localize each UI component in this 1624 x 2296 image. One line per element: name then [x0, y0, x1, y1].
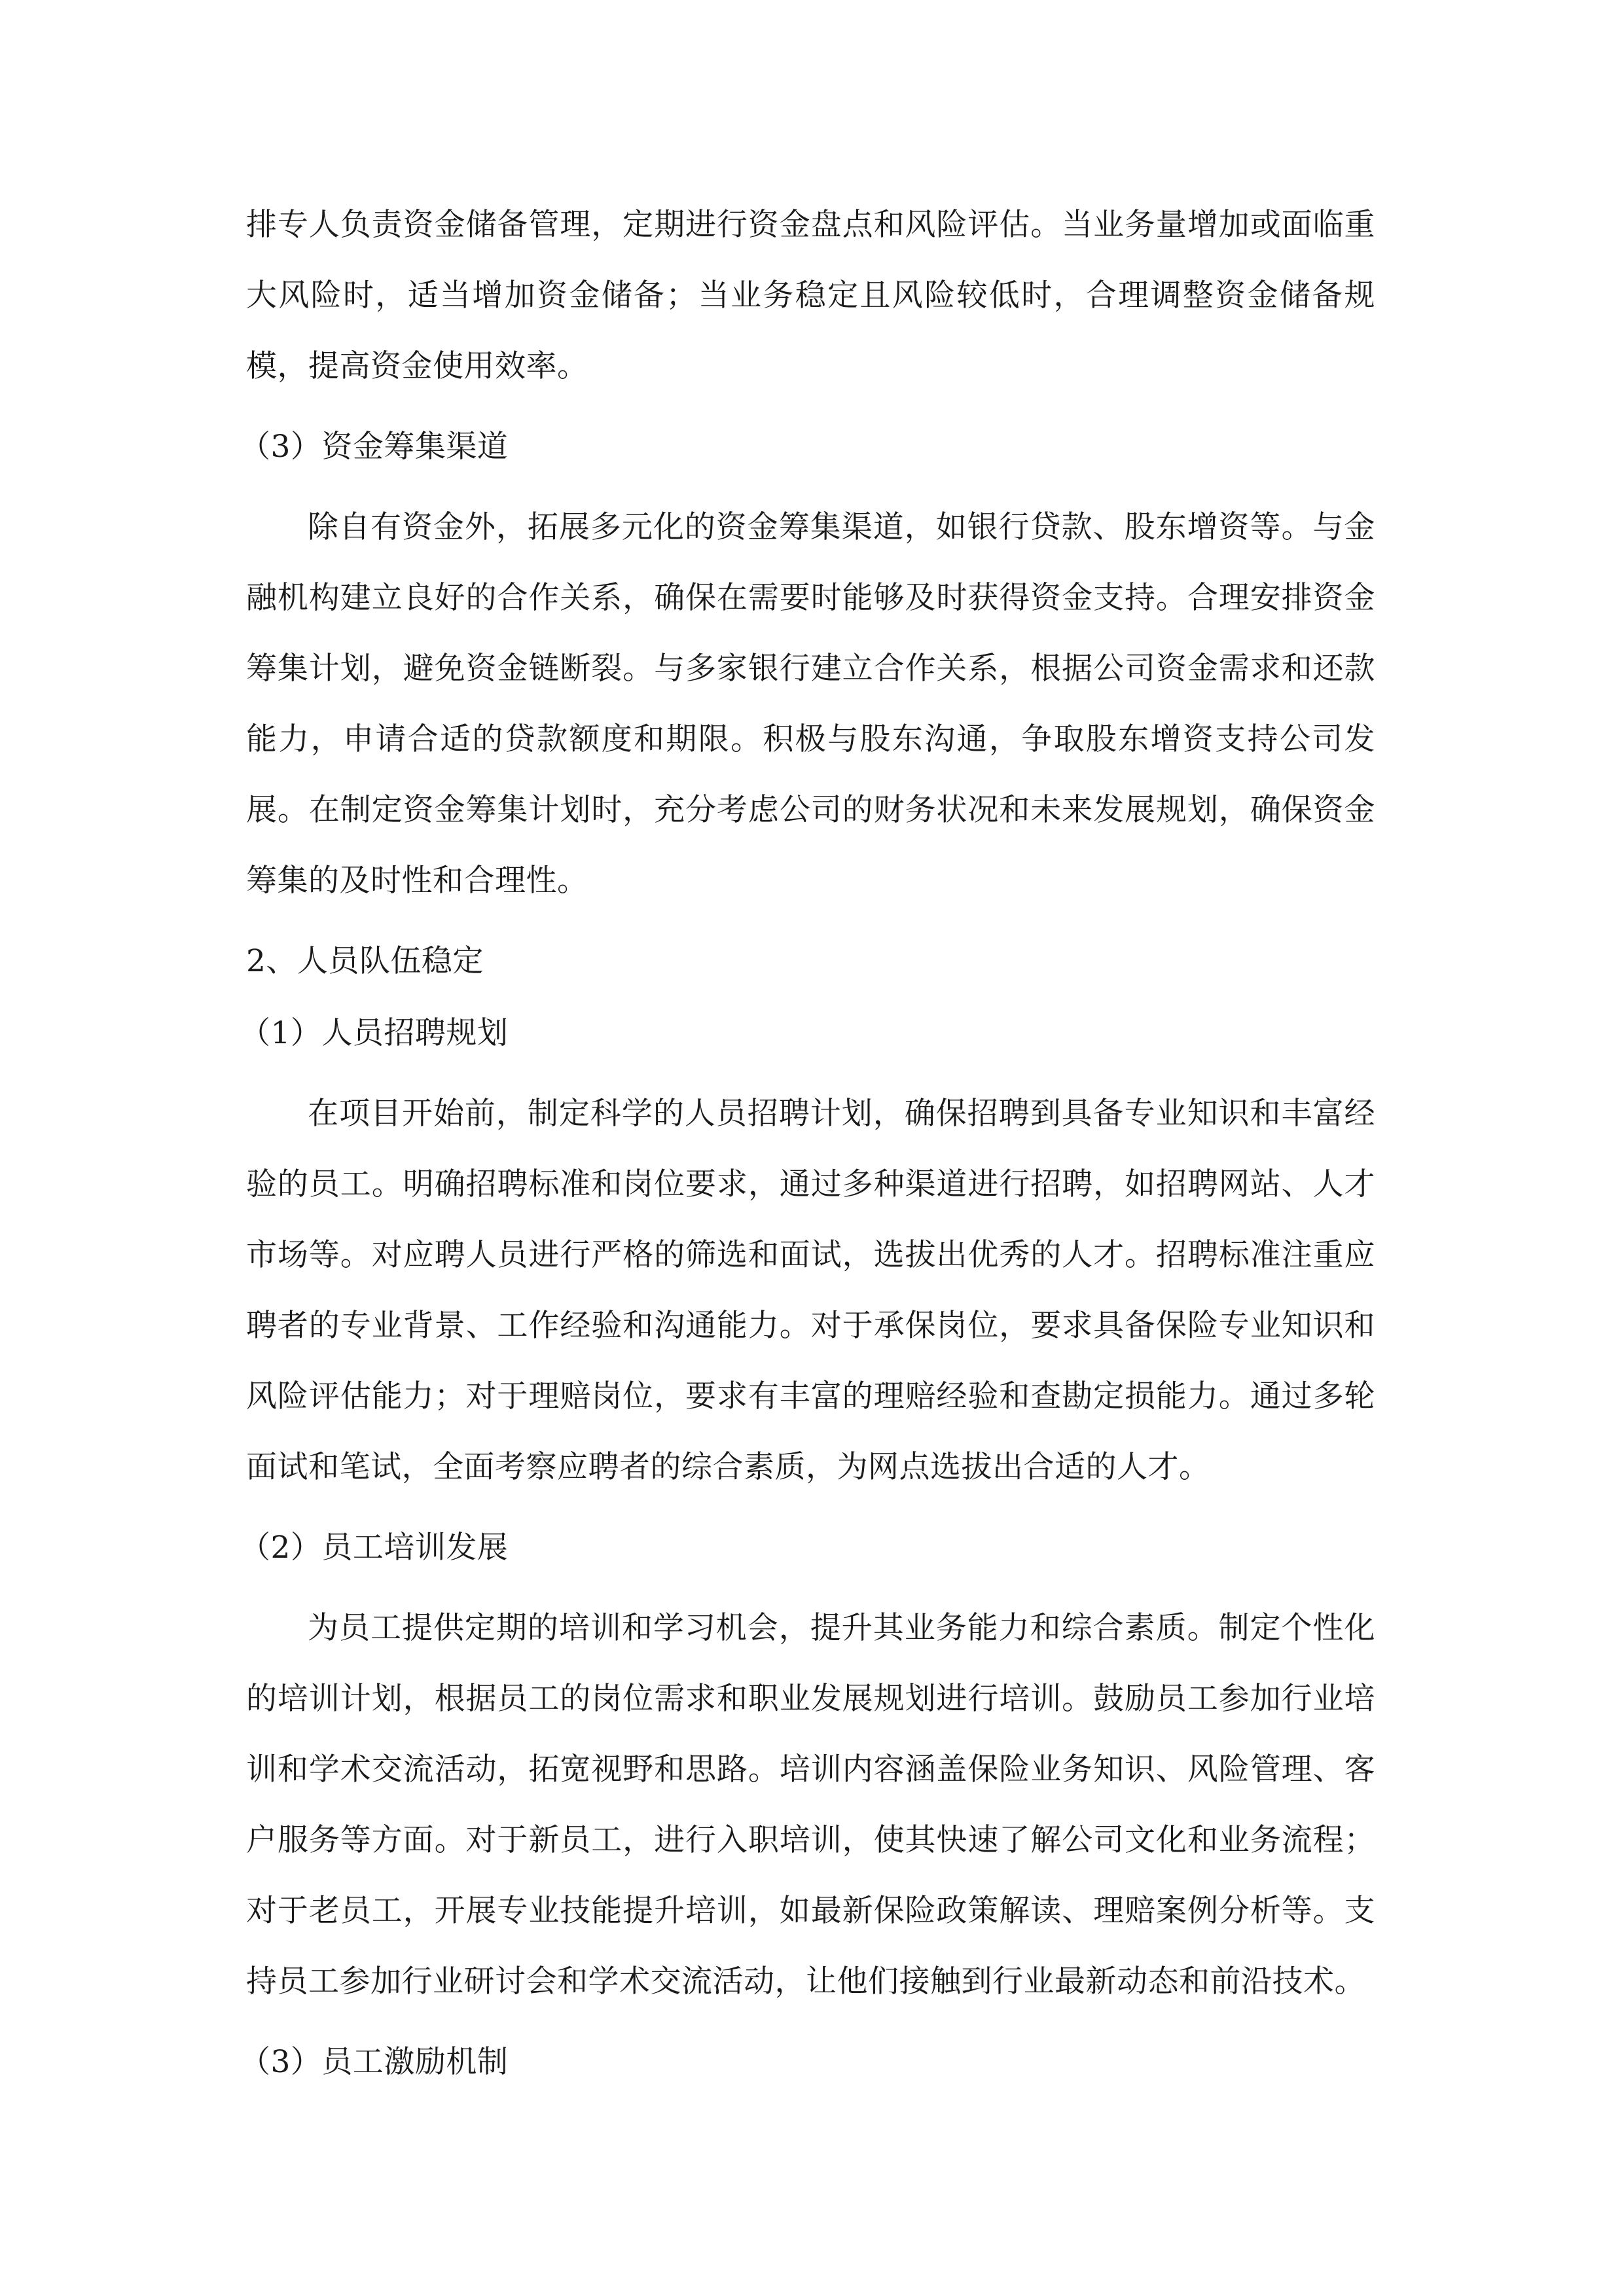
- page-content: [240, 190, 1375, 2108]
- section-heading-staff-stability: 2、人员队伍稳定: [246, 943, 484, 979]
- paragraph-fund-raising: 除自有资金外，拓展多元化的资金筹集渠道，如银行贷款、股东增资等。与金融机构建立良好的合作关系，确保在需要时能够及时获得资金支持。合理安排资金筹集计划，避免资金链断裂。与多家银行建立合作关系，根据公司资金需求和还款能力，申请合适的贷款额度和期限。积极与股东沟通，争取股东增资支持公司发展。在制定资金筹集计划时，充分考虑公司的财务状况和未来发展规划，确保资金筹集的及时性和合理性。: [246, 509, 1375, 899]
- subheading-recruitment-plan: （1）人员招聘规划: [240, 1015, 509, 1051]
- subheading-staff-training: （2）员工培训发展: [240, 1530, 509, 1566]
- subheading-incentive-mechanism: （3）员工激励机制: [240, 2044, 509, 2080]
- subheading-fund-raising-channels: （3）资金筹集渠道: [240, 429, 509, 465]
- paragraph-fund-reserve: 排专人负责资金储备管理，定期进行资金盘点和风险评估。当业务量增加或面临重大风险时，适当增加资金储备；当业务稳定且风险较低时，合理调整资金储备规模，提高资金使用效率。: [246, 207, 1375, 384]
- paragraph-training: 为员工提供定期的培训和学习机会，提升其业务能力和综合素质。制定个性化的培训计划，根据员工的岗位需求和职业发展规划进行培训。鼓励员工参加行业培训和学术交流活动，拓宽视野和思路。培训内容涵盖保险业务知识、风险管理、客户服务等方面。对于新员工，进行入职培训，使其快速了解公司文化和业务流程；对于老员工，开展专业技能提升培训，如最新保险政策解读、理赔案例分析等。支持员工参加行业研讨会和学术交流活动，让他们接触到行业最新动态和前沿技术。: [246, 1610, 1375, 2000]
- paragraph-recruitment: 在项目开始前，制定科学的人员招聘计划，确保招聘到具备专业知识和丰富经验的员工。明确招聘标准和岗位要求，通过多种渠道进行招聘，如招聘网站、人才市场等。对应聘人员进行严格的筛选和面试，选拔出优秀的人才。招聘标准注重应聘者的专业背景、工作经验和沟通能力。对于承保岗位，要求具备保险专业知识和风险评估能力；对于理赔岗位，要求有丰富的理赔经验和查勘定损能力。通过多轮面试和笔试，全面考察应聘者的综合素质，为网点选拔出合适的人才。: [246, 1096, 1375, 1485]
